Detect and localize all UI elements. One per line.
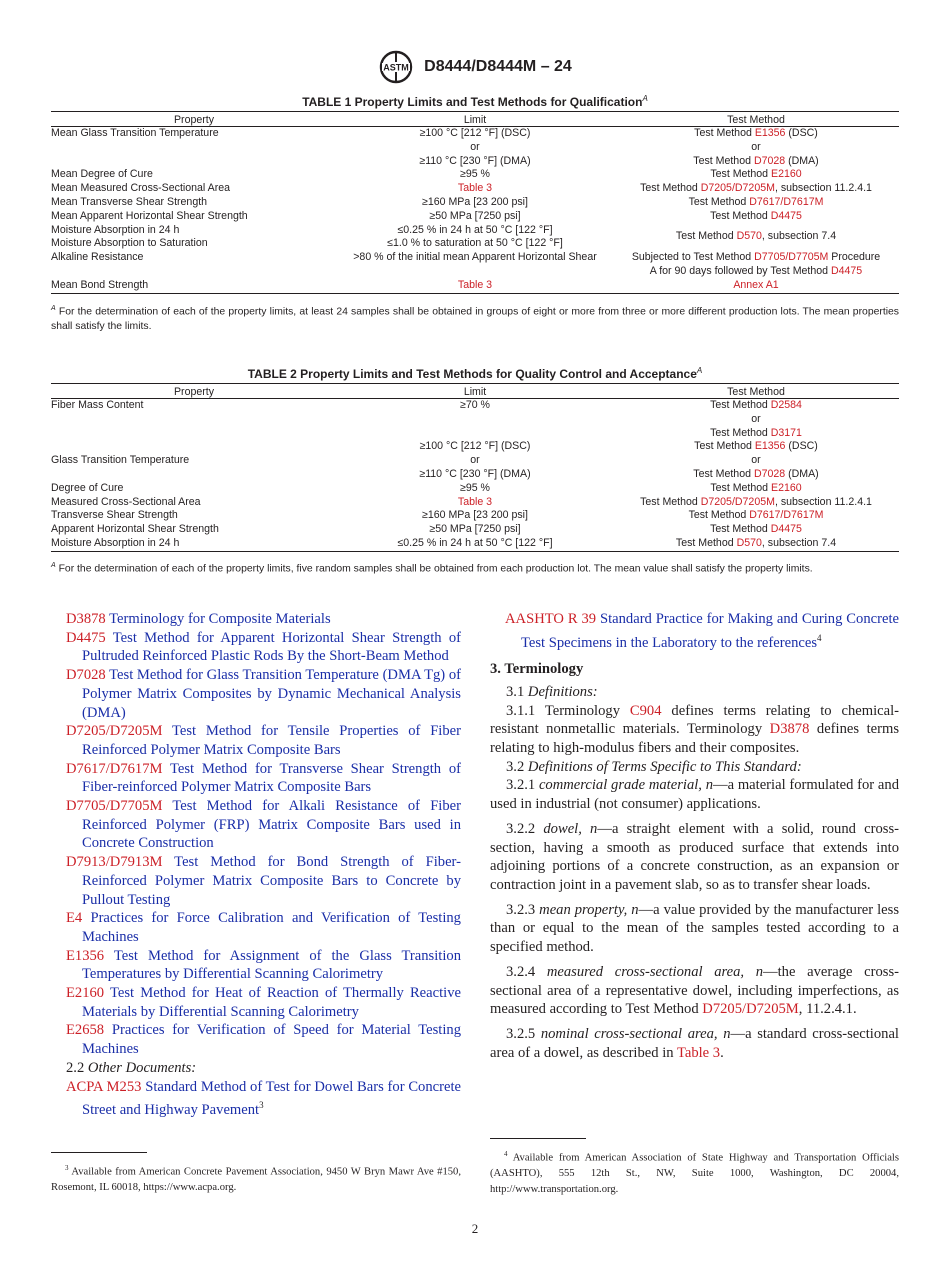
definition-number: 3.2.2: [506, 820, 536, 837]
footnote-rule: [490, 1138, 586, 1139]
limit-cell: or: [470, 140, 480, 153]
reference-title[interactable]: Test Method for Transverse Shear Strength of Fiber-reinforced Polymer Matrix Composite Bars: [82, 760, 461, 796]
definition-number: 3.2.3: [506, 901, 536, 918]
test-method-suffix: , subsection 11.2.4.1: [774, 182, 872, 195]
test-method-suffix: (DMA): [785, 467, 819, 480]
other-documents-heading: 2.2 Other Documents:: [66, 1059, 197, 1076]
svg-text:ASTM: ASTM: [383, 62, 409, 73]
reference-designation[interactable]: D7913/D7913M: [66, 854, 163, 871]
reference-acpa-m253[interactable]: ACPA M253 Standard Method of Test for Dowel Bars for Concrete Street and Highway Pavement$^3$: [66, 1078, 461, 1119]
table-row: [51, 440, 899, 454]
footnote-rule: [51, 1152, 147, 1153]
reference-designation[interactable]: D4475: [66, 629, 106, 646]
limit-cell: ≤0.25 % in 24 h at 50 °C [122 °F]: [337, 537, 613, 551]
test-method-prefix: Test Method: [675, 230, 737, 243]
test-method-link[interactable]: D7705/D7705M: [754, 251, 829, 264]
left-footnotes: [51, 1152, 461, 1196]
reference-designation[interactable]: E4: [66, 910, 83, 927]
property-cell: Mean Apparent Horizontal Shear Strength: [51, 209, 248, 222]
table-row: [51, 155, 899, 169]
test-method-cell: [613, 168, 899, 182]
limit-cell: Table 3: [457, 182, 493, 195]
test-method-cell: [613, 427, 899, 441]
test-method-link[interactable]: D7617/D7617M: [749, 195, 824, 208]
reference-item[interactable]: [66, 947, 461, 984]
test-method-link[interactable]: D4475: [830, 264, 863, 277]
property-cell: [51, 468, 337, 482]
test-method-link[interactable]: D2584: [770, 399, 802, 411]
property-cell: Mean Degree of Cure: [51, 168, 153, 181]
test-method-cell: [613, 537, 899, 551]
limit-cell: ≥100 °C [212 °F] (DSC): [419, 127, 531, 139]
definitions-list: [490, 776, 899, 956]
property-cell: [51, 141, 337, 155]
reference-item[interactable]: [66, 797, 461, 853]
limit-cell: [337, 265, 613, 279]
limit-cell: Table 3: [337, 279, 613, 293]
limit-cell: ≥100 °C [212 °F] (DSC): [419, 440, 531, 453]
test-method-prefix: Test Method: [710, 168, 771, 181]
test-method-cell: [613, 496, 899, 510]
limit-cell: Table 3: [457, 495, 493, 508]
table1-title: TABLE 1 Property Limits and Test Methods for Qualification$^A$: [302, 94, 648, 109]
definition-item: [490, 776, 899, 813]
test-method-text: or: [751, 412, 761, 425]
test-method-link[interactable]: D570: [736, 230, 762, 243]
reference-item[interactable]: [66, 666, 461, 722]
table-row: [51, 224, 899, 238]
table-row: [51, 496, 899, 510]
property-cell: [51, 440, 337, 454]
test-method-prefix: A for 90 days followed by Test Method: [649, 264, 831, 277]
property-cell: [51, 265, 337, 279]
reference-designation[interactable]: D7028: [66, 667, 106, 684]
property-cell: Apparent Horizontal Shear Strength: [51, 523, 219, 536]
table-row: [51, 196, 899, 210]
test-method-link[interactable]: D3171: [770, 426, 802, 439]
test-method-cell: [613, 224, 899, 252]
table-row: [51, 210, 899, 224]
property-cell: Mean Measured Cross-Sectional Area: [51, 182, 231, 195]
reference-designation[interactable]: D3878: [66, 611, 106, 627]
definition-number: 3.2.1: [506, 777, 536, 794]
table2-header-limit: Limit: [337, 384, 613, 399]
test-method-link[interactable]: E1356: [754, 127, 786, 139]
property-cell: Alkaline Resistance: [51, 251, 144, 264]
property-cell: [51, 413, 337, 427]
test-method-prefix: Test Method: [710, 399, 771, 411]
table-row: [51, 141, 899, 155]
reference-title[interactable]: Test Method for Assignment of the Glass Transition Temperatures by Differential Scanning Calorimetry: [82, 947, 461, 983]
reference-title[interactable]: Test Method for Glass Transition Temperature (DMA Tg) of Polymer Matrix Composites by Dynamic Mechanical Analysis (DMA): [82, 667, 461, 721]
test-method-suffix: (DSC): [785, 127, 818, 139]
limit-cell: ≥160 MPa [23 200 psi]: [422, 195, 528, 208]
table-row: [51, 509, 899, 523]
test-method-cell: [613, 251, 899, 265]
test-method-link[interactable]: E2160: [771, 168, 802, 181]
test-method-prefix: Test Method: [694, 440, 755, 453]
test-method-text: or: [751, 140, 761, 153]
test-method-link[interactable]: D7617/D7617M: [749, 509, 824, 522]
test-method-cell: [613, 155, 899, 169]
test-method-cell: [613, 182, 899, 196]
page-number: 2: [471, 1221, 479, 1236]
limit-cell: or: [470, 454, 480, 467]
limit-cell: >80 % of the initial mean Apparent Horizontal Shear: [353, 251, 597, 264]
limit-cell: ≥110 °C [230 °F] (DMA): [419, 154, 531, 167]
section-3-1: 3.1 Definitions:: [506, 683, 598, 700]
reference-designation[interactable]: D7205/D7205M: [66, 723, 163, 740]
table-row: [51, 537, 899, 551]
property-cell: Moisture Absorption in 24 h: [51, 223, 180, 236]
table-row: [51, 265, 899, 279]
limit-cell: ≤0.25 % in 24 h at 50 °C [122 °F]: [397, 223, 553, 236]
test-method-cell: [613, 468, 899, 482]
test-method-cell: [613, 196, 899, 210]
reference-title[interactable]: Test Method for Apparent Horizontal Shear Strength of Pultruded Reinforced Plastic Rods By the Short-Beam Method: [82, 629, 461, 665]
property-cell: [51, 155, 337, 169]
reference-item[interactable]: [66, 909, 461, 946]
table2: [51, 383, 899, 552]
reference-item[interactable]: [66, 610, 461, 629]
test-method-prefix: Test Method: [693, 154, 754, 167]
table-row: [51, 482, 899, 496]
link-table-3[interactable]: Table 3: [676, 1044, 721, 1061]
reference-item[interactable]: [66, 760, 461, 797]
link-d7205[interactable]: D7205/D7205M: [702, 1001, 799, 1018]
definition-term: dowel, n: [543, 820, 598, 837]
limit-cell: ≥110 °C [230 °F] (DMA): [419, 467, 531, 480]
table2-title: TABLE 2 Property Limits and Test Methods for Quality Control and Acceptance$^A$: [247, 366, 703, 381]
test-method-link[interactable]: D4475: [770, 523, 802, 536]
table1-header-limit: Limit: [337, 112, 613, 127]
reference-title[interactable]: Practices for Verification of Speed for Material Testing Machines: [82, 1022, 461, 1058]
table1-header-test-method: Test Method: [613, 112, 899, 127]
table-row: [51, 182, 899, 196]
limit-cell: ≤1.0 % to saturation at 50 °C [122 °F]: [387, 237, 563, 250]
test-method-link[interactable]: D7028: [753, 467, 786, 480]
test-method-cell: [613, 482, 899, 496]
reference-title[interactable]: Test Method for Heat of Reaction of Thermally Reactive Materials by Differential Scanning Calorimetry: [82, 985, 461, 1020]
test-method-suffix: , subsection 7.4: [761, 536, 837, 549]
table1: [51, 111, 899, 294]
test-method-link[interactable]: E1356: [754, 440, 786, 453]
test-method-cell: [613, 454, 899, 468]
test-method-link[interactable]: D570: [736, 536, 762, 549]
reference-item[interactable]: [66, 1021, 461, 1058]
table-row: [51, 427, 899, 441]
table-row: [51, 413, 899, 427]
right-column: [490, 610, 899, 1062]
table1-footnote: $^A$ For the determination of each of the property limits, at least 24 samples shall be obtained in groups of eight or more from three or more different production lots. The mean properties shall satisfy the limits.: [51, 305, 900, 333]
table-row: [51, 168, 899, 182]
table-row: [51, 127, 899, 141]
test-method-suffix: (DSC): [785, 440, 818, 453]
reference-item[interactable]: [66, 629, 461, 666]
reference-item[interactable]: [66, 984, 461, 1021]
test-method-suffix: , subsection 7.4: [761, 230, 837, 243]
table-row: [51, 279, 899, 293]
definition-term: mean property, n: [539, 901, 639, 918]
table-row: [51, 468, 899, 482]
property-cell: Mean Glass Transition Temperature: [51, 127, 219, 139]
property-cell: [51, 427, 337, 441]
reference-designation[interactable]: E2658: [66, 1022, 105, 1039]
test-method-cell: [613, 279, 899, 293]
test-method-cell: [613, 523, 899, 537]
reference-aashto-r39[interactable]: AASHTO R 39 Standard Practice for Making and Curing Concrete Test Specimens in the Laboratory to the references$^4$: [505, 611, 899, 651]
test-method-prefix: Test Method: [710, 523, 771, 536]
property-cell: Fiber Mass Content: [51, 399, 144, 411]
page-header: [0, 50, 950, 84]
link-d3878[interactable]: D3878: [769, 721, 810, 738]
test-method-prefix: Test Method: [693, 467, 754, 480]
reference-item[interactable]: [66, 853, 461, 909]
table2-header-property: Property: [51, 384, 337, 399]
left-column: [66, 610, 461, 1120]
definition-item: [490, 820, 899, 895]
test-method-prefix: Test Method: [688, 509, 750, 522]
property-cell: Transverse Shear Strength: [51, 509, 178, 522]
definition-text: —a straight element with a solid, round cross-section, having a smooth as produced surface that extends into adjoining portions of a concrete construction, as an expansion or contraction joint in a pavement slab, so as to transfer shear loads.: [490, 820, 899, 893]
property-cell: Moisture Absorption in 24 h: [51, 537, 337, 551]
test-method-suffix: (DMA): [785, 154, 819, 167]
reference-title[interactable]: Terminology for Composite Materials: [109, 611, 331, 627]
limit-cell: ≥50 MPa [7250 psi]: [429, 523, 521, 536]
reference-designation[interactable]: D7705/D7705M: [66, 798, 163, 815]
test-method-suffix: , subsection 11.2.4.1: [774, 495, 872, 508]
table1-header-property: Property: [51, 112, 337, 127]
reference-list: [66, 610, 461, 1059]
table2-header-test-method: Test Method: [613, 384, 899, 399]
reference-title[interactable]: Test Method for Alkali Resistance of Fiber Reinforced Polymer (FRP) Matrix Composite Bars used in Concrete Construction: [82, 798, 461, 852]
table-row: [51, 454, 899, 468]
limit-cell: ≥95 %: [460, 168, 490, 181]
test-method-prefix: Test Method: [710, 426, 771, 439]
section-3-2: 3.2 Definitions of Terms Specific to This Standard:: [506, 758, 802, 775]
test-method-prefix: Test Method: [640, 495, 701, 508]
table-row: [51, 251, 899, 265]
reference-designation[interactable]: D7617/D7617M: [66, 760, 163, 777]
test-method-link[interactable]: E2160: [771, 481, 802, 494]
definition-term: commercial grade material, n: [538, 777, 713, 794]
limit-cell: ≥50 MPa [7250 psi]: [429, 209, 521, 222]
test-method-cell: [613, 265, 899, 279]
table-row: [51, 399, 899, 413]
test-method-cell: [613, 127, 899, 141]
footnote-4: $^4$ Available from American Association of State Highway and Transportation Officials (AASHTO), 555 12th St., NW, Suite 1000, Washington, DC 20004, http://www.transportation.org.: [490, 1150, 899, 1195]
property-cell: Mean Bond Strength: [51, 279, 337, 293]
test-method-link[interactable]: D7028: [753, 154, 786, 167]
property-cell: Mean Transverse Shear Strength: [51, 195, 208, 208]
limit-cell: [337, 413, 613, 427]
limit-cell: [337, 427, 613, 441]
test-method-prefix: Test Method: [640, 182, 701, 195]
section-3-1-1: 3.1.1 Terminology C904 defines terms relating to chemical-resistant nonmetallic materials. Terminology D3878 defines terms relating to high-modulus fibers and their composites.: [490, 702, 900, 757]
standard-designation: D8444/D8444M – 24: [424, 58, 572, 75]
test-method-cell: [613, 399, 899, 413]
property-cell: Measured Cross-Sectional Area: [51, 495, 201, 508]
test-method-prefix: Test Method: [688, 195, 750, 208]
property-cell: Glass Transition Temperature: [51, 454, 190, 467]
test-method-text: or: [751, 454, 761, 467]
definition-text: —a value provided by the manufacturer less than or equal to the mean of the samples tested according to a specified method.: [490, 901, 899, 956]
test-method-suffix: Procedure: [828, 251, 881, 264]
definition-item: [490, 901, 899, 957]
property-cell: Degree of Cure: [51, 481, 124, 494]
astm-logo: [378, 50, 414, 84]
table2-footnote: $^A$ For the determination of each of the property limits, five random samples shall be obtained from each production lot. The mean value shall satisfy the property limits.: [51, 562, 813, 575]
link-c904[interactable]: C904: [629, 702, 662, 719]
footnote-3: $^3$ Available from American Concrete Pavement Association, 9450 W Bryn Mawr Ave #150, Rosemont, IL 60018, https://www.acpa.org.: [51, 1164, 461, 1194]
test-method-link[interactable]: D4475: [770, 209, 802, 222]
test-method-prefix: Test Method: [675, 536, 737, 549]
test-method-prefix: Test Method: [710, 209, 771, 222]
test-method-cell: [613, 210, 899, 224]
test-method-link[interactable]: D7205/D7205M: [700, 182, 775, 195]
reference-designation[interactable]: E1356: [66, 947, 105, 964]
section-3-heading: 3. Terminology: [490, 661, 584, 678]
table-row: [51, 523, 899, 537]
test-method-cell: [613, 141, 899, 155]
limit-cell: ≥160 MPa [23 200 psi]: [422, 509, 528, 522]
test-method-cell: [613, 509, 899, 523]
reference-designation[interactable]: E2160: [66, 985, 105, 1002]
limit-cell: ≥70 %: [460, 399, 490, 411]
definition-text: —a material formulated for and used in industrial (not consumer) applications.: [490, 777, 899, 813]
reference-title[interactable]: Practices for Force Calibration and Verification of Testing Machines: [82, 910, 461, 945]
reference-title[interactable]: Test Method for Bond Strength of Fiber-Reinforced Polymer Matrix Composite Bars to Concrete by Pullout Testing: [82, 854, 461, 908]
right-footnotes: [490, 1138, 899, 1197]
test-method-prefix: Test Method: [694, 127, 755, 139]
reference-title[interactable]: Test Method for Tensile Properties of Fiber Reinforced Polymer Matrix Composite Bars: [82, 723, 461, 758]
test-method-link[interactable]: Annex A1: [733, 278, 779, 291]
definition-3-2-4: 3.2.4 measured cross-sectional area, n—the average cross-sectional area of a representative dowel, including imperfections, as measured according to Test Method D7205/D7205M, 11.2.4.1.: [490, 963, 899, 1018]
test-method-prefix: Test Method: [710, 481, 771, 494]
property-cell: Moisture Absorption to Saturation: [51, 237, 208, 250]
definition-3-2-5: 3.2.5 nominal cross-sectional area, n—a standard cross-sectional area of a dowel, as described in Table 3.: [490, 1025, 899, 1061]
reference-item[interactable]: [66, 722, 461, 759]
test-method-prefix: Subjected to Test Method: [631, 251, 755, 264]
test-method-cell: [613, 440, 899, 454]
test-method-link[interactable]: D7205/D7205M: [700, 495, 775, 508]
test-method-cell: [613, 413, 899, 427]
limit-cell: ≥95 %: [460, 481, 490, 494]
